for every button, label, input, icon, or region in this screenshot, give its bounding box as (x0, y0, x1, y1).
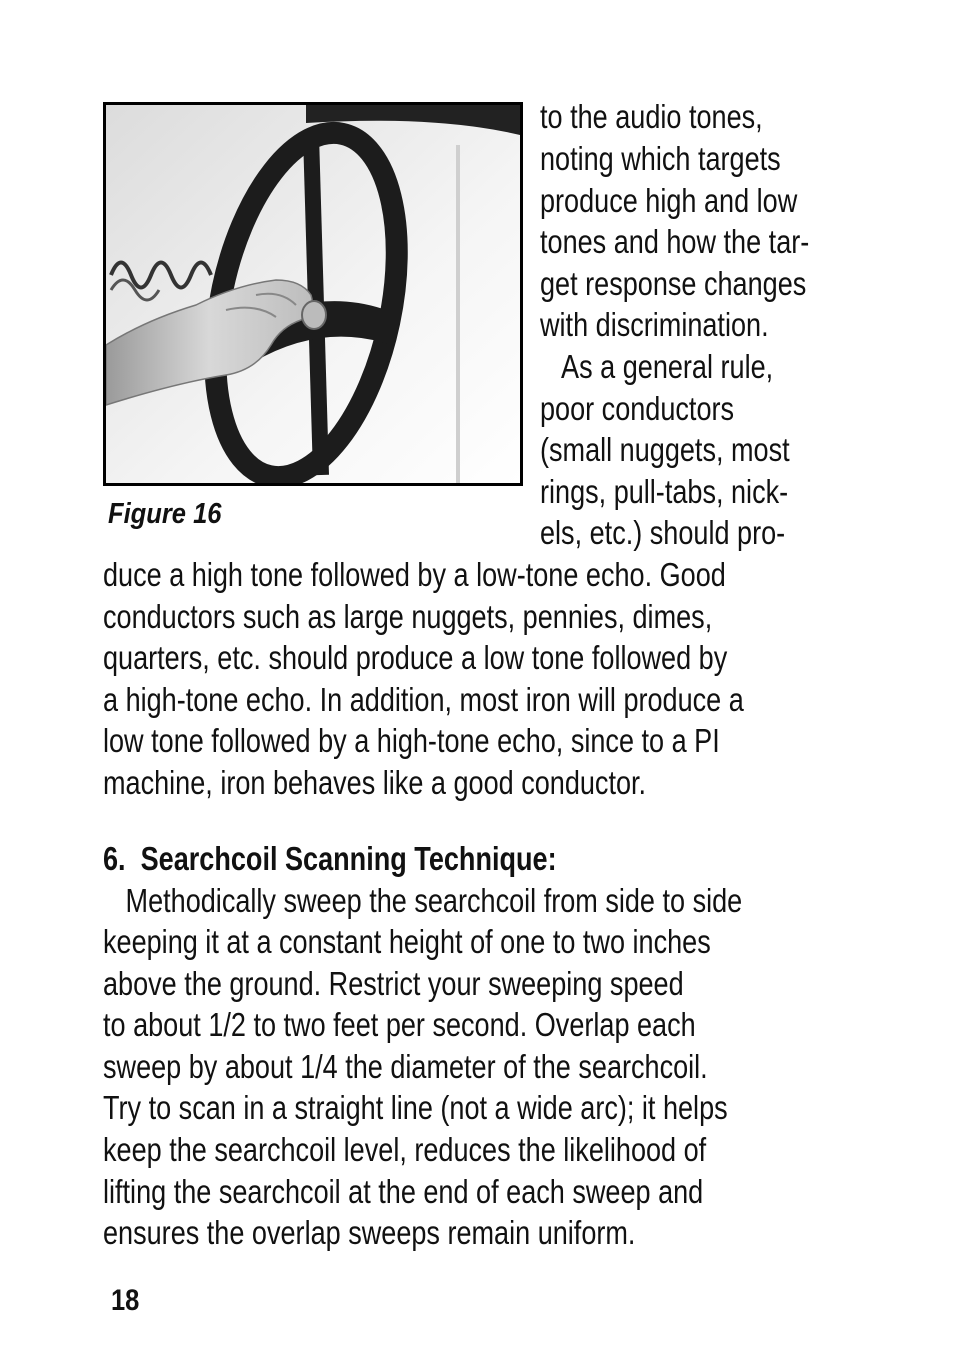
body-line: As a general rule, (540, 348, 774, 385)
body-line: conductors such as large nuggets, pennies, dimes, (103, 598, 713, 635)
body-line: a high-tone echo. In addition, most iron will produce a (103, 681, 744, 718)
page-number: 18 (111, 1284, 140, 1317)
section-line: Try to scan in a straight line (not a wide arc); it helps (103, 1089, 728, 1126)
searchcoil-photo-illustration (106, 105, 520, 483)
body-line: noting which targets (540, 140, 781, 177)
body-line: machine, iron behaves like a good conductor. (103, 764, 647, 801)
body-line: rings, pull-tabs, nick- (540, 473, 789, 510)
section-line: lifting the searchcoil at the end of each sweep and (103, 1173, 704, 1210)
body-line: low tone followed by a high-tone echo, since to a PI (103, 722, 720, 759)
body-line: produce high and low (540, 182, 798, 219)
body-line: with discrimination. (540, 306, 769, 343)
section-line: to about 1/2 to two feet per second. Overlap each (103, 1006, 696, 1043)
body-line: get response changes (540, 265, 807, 302)
body-line: poor conductors (540, 390, 735, 427)
section-heading: 6. Searchcoil Scanning Technique: (103, 840, 557, 877)
section-line: above the ground. Restrict your sweeping speed (103, 965, 684, 1002)
body-line: to the audio tones, (540, 98, 763, 135)
section-line: sweep by about 1/4 the diameter of the searchcoil. (103, 1048, 708, 1085)
body-line: (small nuggets, most (540, 431, 790, 468)
figure-16-photo (103, 102, 523, 486)
body-line: tones and how the tar- (540, 223, 810, 260)
figure-caption: Figure 16 (108, 498, 222, 530)
section-line: ensures the overlap sweeps remain uniform. (103, 1214, 636, 1251)
body-line: els, etc.) should pro- (540, 514, 786, 551)
body-line: duce a high tone followed by a low-tone echo. Good (103, 556, 726, 593)
section-line: keep the searchcoil level, reduces the likelihood of (103, 1131, 707, 1168)
section-line: Methodically sweep the searchcoil from side to side (103, 882, 743, 919)
body-line: quarters, etc. should produce a low tone followed by (103, 639, 728, 676)
section-line: keeping it at a constant height of one to two inches (103, 923, 711, 960)
